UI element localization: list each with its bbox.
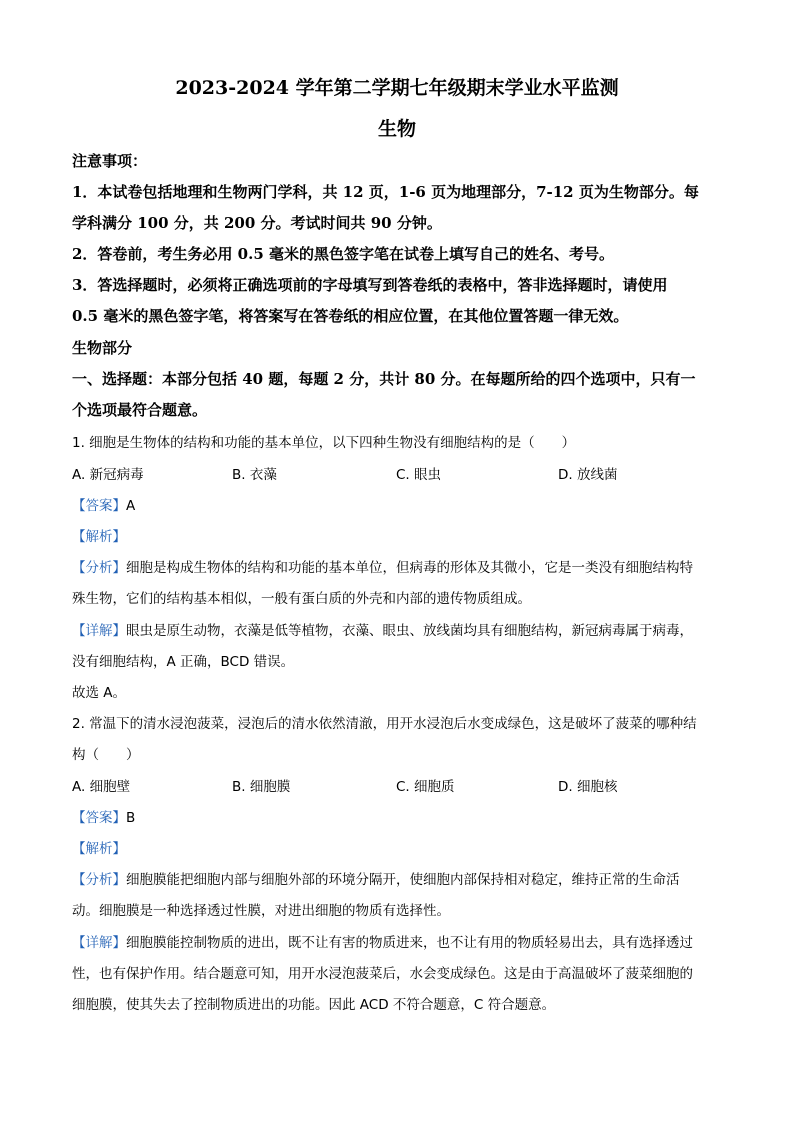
fenxi-text: 细胞膜能把细胞内部与细胞外部的环境分隔开，使细胞内部保持相对稳定，维持正常的生命活 [126, 872, 680, 888]
fenxi-tag: 【分析】 [72, 560, 126, 576]
fenxi-text: 细胞是构成生物体的结构和功能的基本单位，但病毒的形体及其微小，它是一类没有细胞结构特 [126, 560, 693, 576]
question-1-option-c: C. 眼虫 [396, 467, 442, 483]
note-item-1-line-1: 1．本试卷包括地理和生物两门学科，共 12 页，1-6 页为地理部分，7-12 页为生物部分。每 [72, 183, 699, 201]
question-1-xiangjie-line-2: 没有细胞结构，A 正确，BCD 错误。 [72, 654, 295, 670]
question-2-option-d: D. 细胞核 [558, 779, 618, 795]
question-2-xiangjie-line-2: 性，也有保护作用。结合题意可知，用开水浸泡菠菜后，水会变成绿色。这是由于高温破坏了菠菜细胞的 [72, 966, 693, 982]
jiexi-tag: 【解析】 [72, 841, 126, 857]
exam-title: 2023-2024 学年第二学期七年级期末学业水平监测 [175, 77, 619, 99]
note-item-2: 2．答卷前，考生务必用 0.5 毫米的黑色签字笔在试卷上填写自己的姓名、考号。 [72, 245, 614, 263]
jiexi-tag: 【解析】 [72, 529, 126, 545]
question-1-conclusion: 故选 A。 [72, 685, 127, 701]
note-item-3-line-2: 0.5 毫米的黑色签字笔，将答案写在答卷纸的相应位置，在其他位置答题一律无效。 [72, 307, 629, 325]
subject-title: 生物 [377, 118, 416, 140]
question-2-option-b: B. 细胞膜 [232, 779, 291, 795]
answer-value: A [126, 498, 136, 514]
xiangjie-text: 细胞膜能控制物质的进出，既不让有害的物质进来，也不让有用的物质轻易出去，具有选择透过 [126, 935, 693, 951]
question-2-fenxi-line-2: 动。细胞膜是一种选择透过性膜，对进出细胞的物质有选择性。 [72, 903, 450, 919]
question-1-option-d: D. 放线菌 [558, 467, 618, 483]
xiangjie-tag: 【详解】 [72, 623, 126, 639]
question-2-jiexi [72, 837, 126, 857]
question-2-xiangjie-line-1 [72, 931, 693, 951]
part-heading: 生物部分 [72, 339, 133, 357]
question-1-stem: 1. 细胞是生物体的结构和功能的基本单位，以下四种生物没有细胞结构的是（ ） [72, 435, 576, 451]
question-2-option-c: C. 细胞质 [396, 779, 455, 795]
note-item-1-line-2: 学科满分 100 分，共 200 分。考试时间共 90 分钟。 [72, 214, 442, 232]
xiangjie-text: 眼虫是原生动物，衣藻是低等植物，衣藻、眼虫、放线菌均具有细胞结构，新冠病毒属于病毒， [126, 623, 693, 639]
question-2-option-a: A. 细胞壁 [72, 779, 131, 795]
answer-tag: 【答案】 [72, 810, 126, 826]
fenxi-tag: 【分析】 [72, 872, 126, 888]
question-1-fenxi-line-1 [72, 556, 693, 576]
note-item-3-line-1: 3．答选择题时，必须将正确选项前的字母填写到答卷纸的表格中，答非选择题时，请使用 [72, 276, 668, 294]
question-2-fenxi-line-1 [72, 868, 680, 888]
question-2-stem-line-1: 2. 常温下的清水浸泡菠菜，浸泡后的清水依然清澈，用开水浸泡后水变成绿色，这是破坏了菠菜的哪种结 [72, 716, 697, 732]
answer-tag: 【答案】 [72, 498, 126, 514]
answer-value: B [126, 810, 136, 826]
question-1-xiangjie-line-1 [72, 619, 693, 639]
question-1-jiexi [72, 525, 126, 545]
xiangjie-tag: 【详解】 [72, 935, 126, 951]
question-2-xiangjie-line-3: 细胞膜，使其失去了控制物质进出的功能。因此 ACD 不符合题意，C 符合题意。 [72, 997, 556, 1013]
question-1-answer [72, 494, 135, 514]
notes-heading: 注意事项： [72, 152, 148, 170]
question-2-answer [72, 806, 135, 826]
question-1-option-a: A. 新冠病毒 [72, 467, 144, 483]
section-heading-line-2: 个选项最符合题意。 [72, 401, 208, 419]
question-2-stem-line-2: 构（ ） [72, 747, 140, 763]
question-1-option-b: B. 衣藻 [232, 467, 277, 483]
question-1-fenxi-line-2: 殊生物，它们的结构基本相似，一般有蛋白质的外壳和内部的遗传物质组成。 [72, 591, 531, 607]
section-heading-line-1: 一、选择题：本部分包括 40 题，每题 2 分，共计 80 分。在每题所给的四个选项中，只有一 [72, 370, 696, 388]
